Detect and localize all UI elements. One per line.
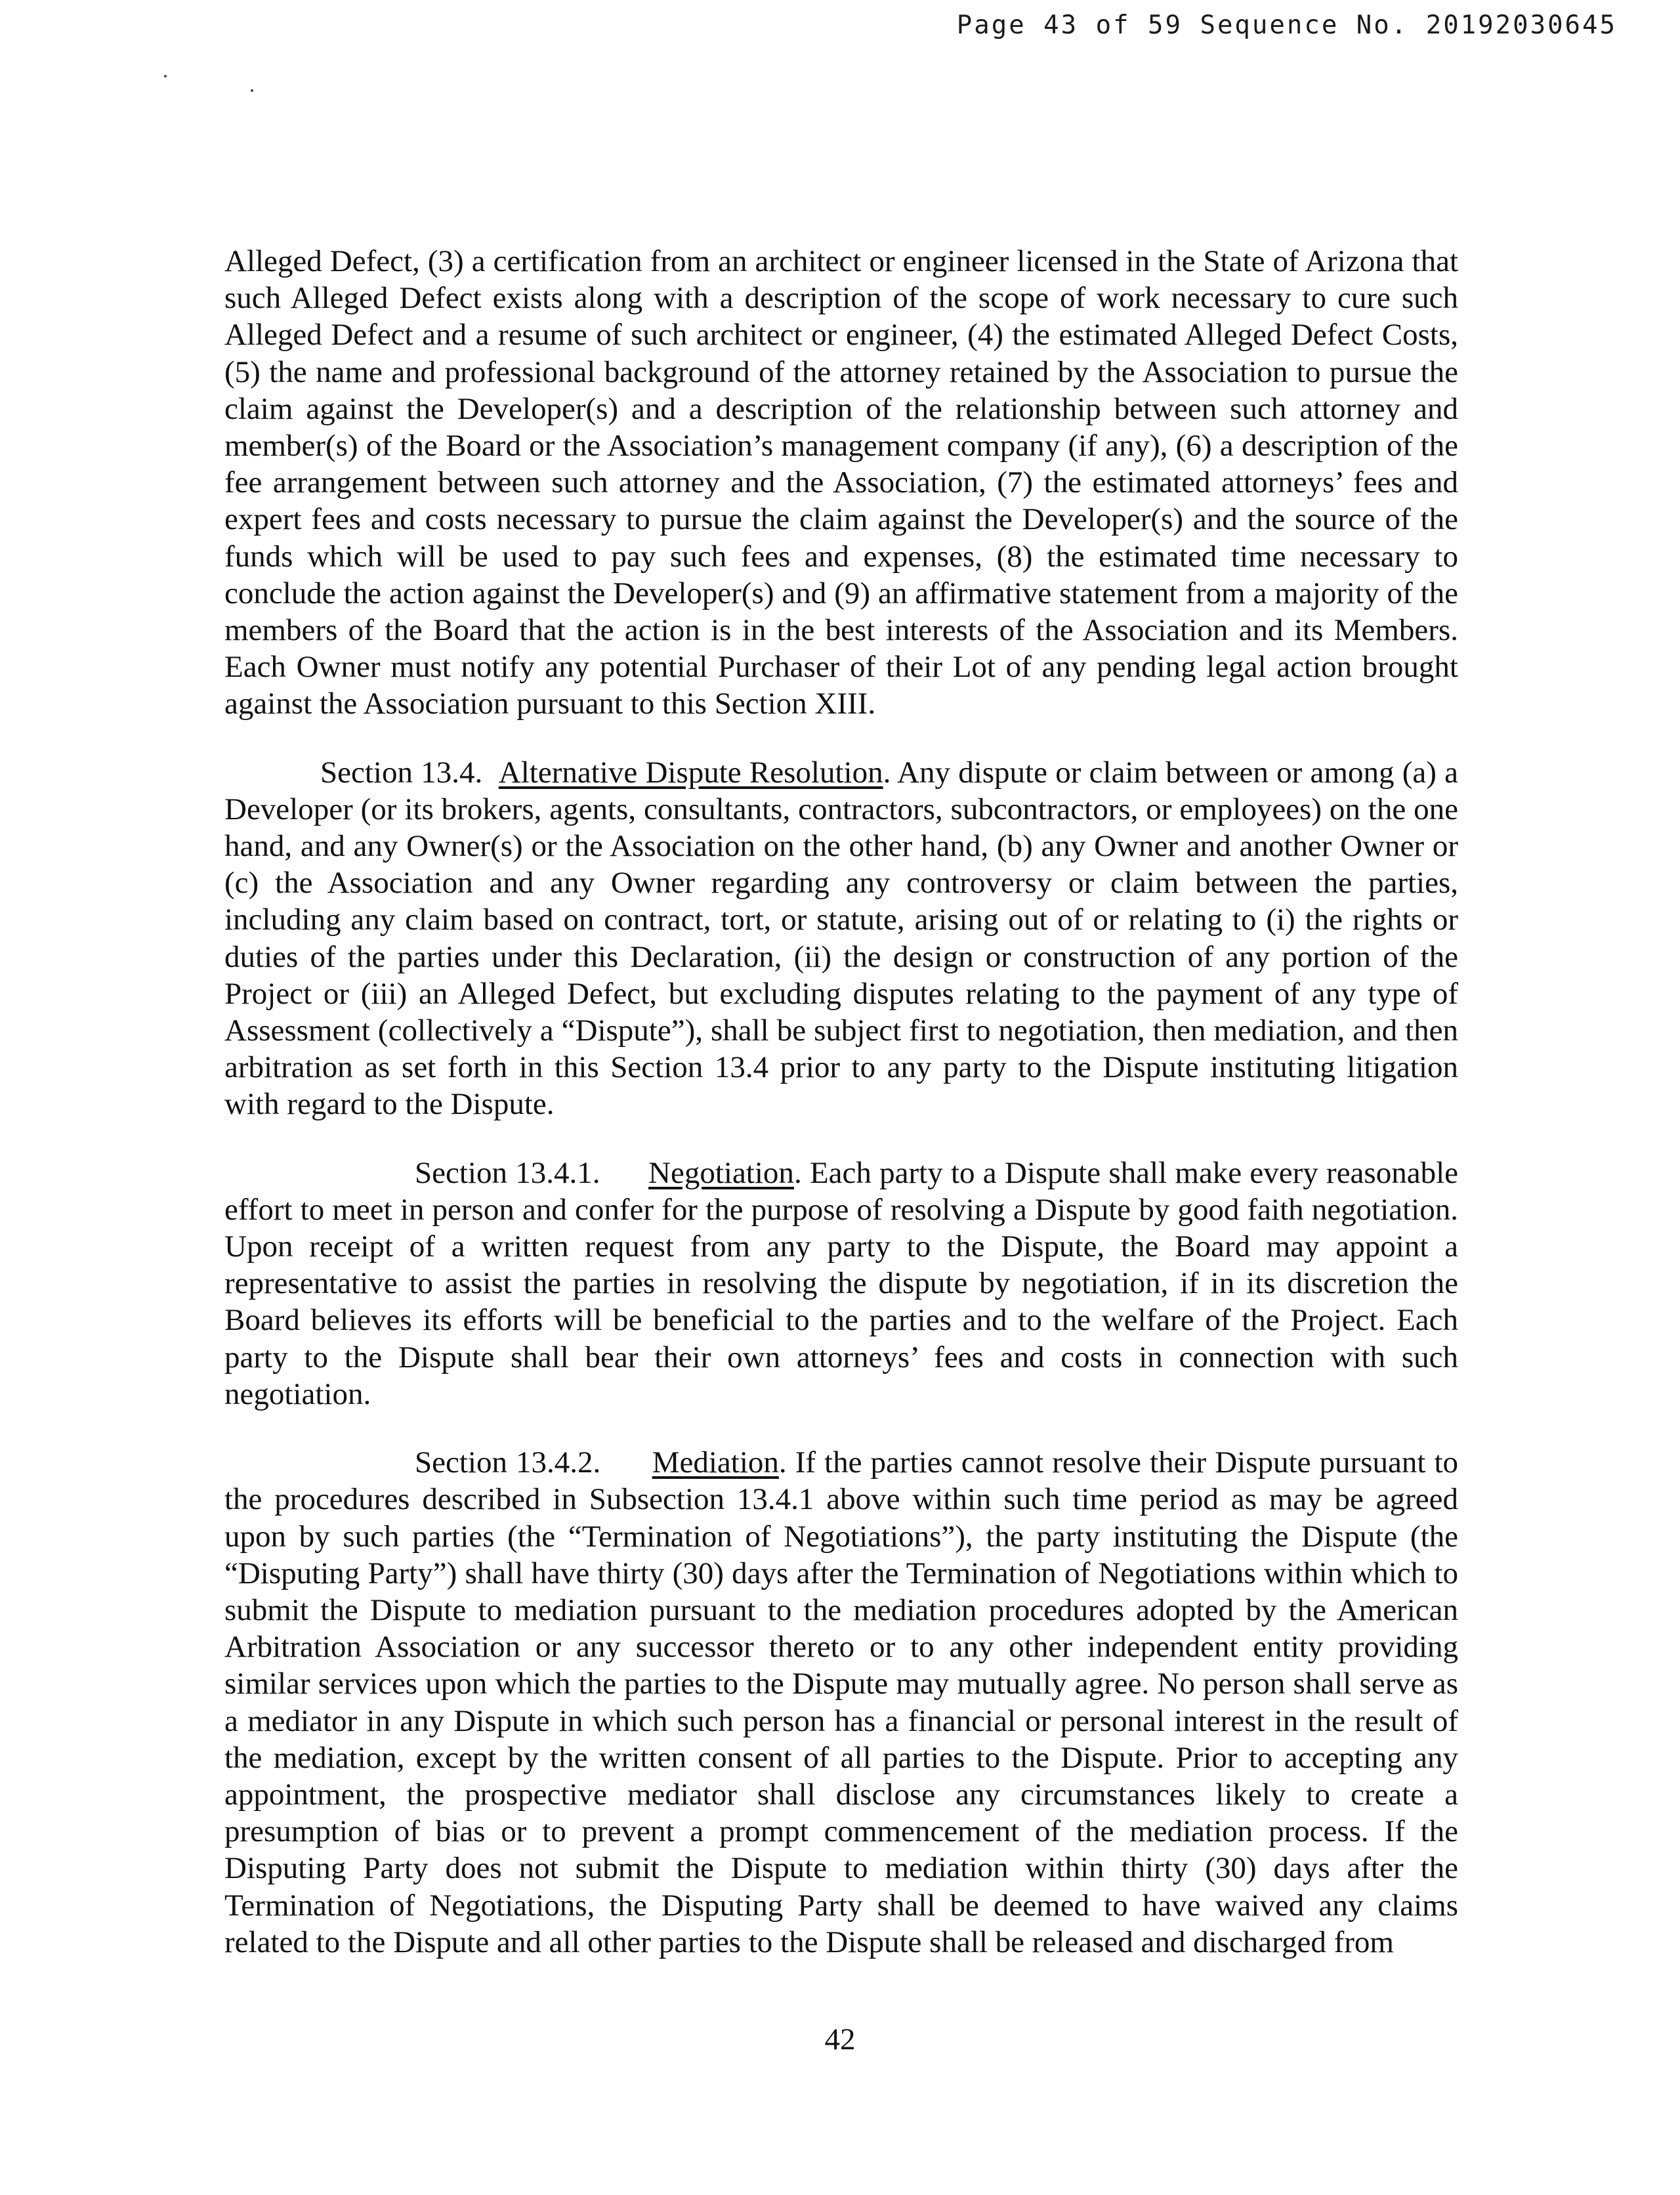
paragraph-continuation: [224, 243, 1458, 723]
page-sequence-header: Page 43 of 59 Sequence No. 20192030645: [956, 11, 1617, 40]
section-heading: Mediation: [652, 1445, 779, 1480]
section-13-4-1-paragraph: [224, 1155, 1458, 1413]
document-body: [224, 243, 1458, 1961]
page-number: 42: [824, 2022, 856, 2056]
paragraph-text: . Any dispute or claim between or among (a) a Developer (or its brokers, agents, consultants, contractors, subcontractors, or employees) on the one hand, and any Owner(s) or the Association on the other hand, (b) any Owner and another Owner or (c) the Association and any Owner regarding any controversy or claim between the parties, including any claim based on contract, tort, or statute, arising out of or relating to (i) the rights or duties of the parties under this Declaration, (ii) the design or construction of any portion of the Project or (iii) an Alleged Defect, but excluding disputes relating to the payment of any type of Assessment (collectively a “Dispute”), shall be subject first to negotiation, then mediation, and then arbitration as set forth in this Section 13.4 prior to any party to the Dispute instituting litigation with regard to the Dispute.: [224, 755, 1459, 1122]
paragraph-text: Alleged Defect, (3) a certification from an architect or engineer licensed in the State of Arizona that such Alleged Defect exists along with a description of the scope of work necessary to cure such Alleged Defect and a resume of such architect or engineer, (4) the estimated Alleged Defect Costs, (5) the name and professional background of the attorney retained by the Association to pursue the claim against the Developer(s) and a description of the relationship between such attorney and member(s) of the Board or the Association’s management company (if any), (6) a description of the fee arrangement between such attorney and the Association, (7) the estimated attorneys’ fees and expert fees and costs necessary to pursue the claim against the Developer(s) and the source of the funds which will be used to pay such fees and expenses, (8) the estimated time necessary to conclude the action against the Developer(s) and (9) an affirmative statement from a majority of the members of the Board that the action is in the best interests of the Association and its Members. Each Owner must notify any potential Purchaser of their Lot of any pending legal action brought against the Association pursuant to this Section XIII.: [224, 244, 1458, 721]
scan-speck: [164, 75, 167, 77]
paragraph-text: . Each party to a Dispute shall make every reasonable effort to meet in person and confer for the purpose of resolving a Dispute by good faith negotiation. Upon receipt of a written request from any party to the Dispute, the Board may appoint a representative to assist the parties in resolving the dispute by negotiation, if in its discretion the Board believes its efforts will be beneficial to the parties and to the welfare of the Project. Each party to the Dispute shall bear their own attorneys’ fees and costs in connection with such negotiation.: [224, 1155, 1458, 1411]
paragraph-text: . If the parties cannot resolve their Dispute pursuant to the procedures described in Subsection 13.4.1 above within such time period as may be agreed upon by such parties (the “Termination of Negotiations”), the party instituting the Dispute (the “Disputing Party”) shall have thirty (30) days after the Termination of Negotiations within which to submit the Dispute to mediation pursuant to the mediation procedures adopted by the American Arbitration Association or any successor thereto or to any other independent entity providing similar services upon which the parties to the Dispute may mutually agree. No person shall serve as a mediator in any Dispute in which such person has a financial or personal interest in the result of the mediation, except by the written consent of all parties to the Dispute. Prior to accepting any appointment, the prospective mediator shall disclose any circumstances likely to create a presumption of bias or to prevent a prompt commencement of the mediation process. If the Disputing Party does not submit the Dispute to mediation within thirty (30) days after the Termination of Negotiations, the Disputing Party shall be deemed to have waived any claims related to the Dispute and all other parties to the Dispute shall be released and discharged from: [224, 1445, 1458, 1959]
section-heading: Negotiation: [648, 1155, 794, 1190]
section-number: Section 13.4.: [320, 755, 483, 790]
section-13-4-2-paragraph: [224, 1444, 1458, 1961]
section-13-4-paragraph: [224, 754, 1458, 1123]
scan-speck: [251, 89, 253, 92]
section-number: Section 13.4.1.: [415, 1155, 600, 1190]
section-number: Section 13.4.2.: [415, 1445, 601, 1480]
scan-specks: [155, 71, 260, 97]
section-heading: Alternative Dispute Resolution: [498, 755, 883, 790]
